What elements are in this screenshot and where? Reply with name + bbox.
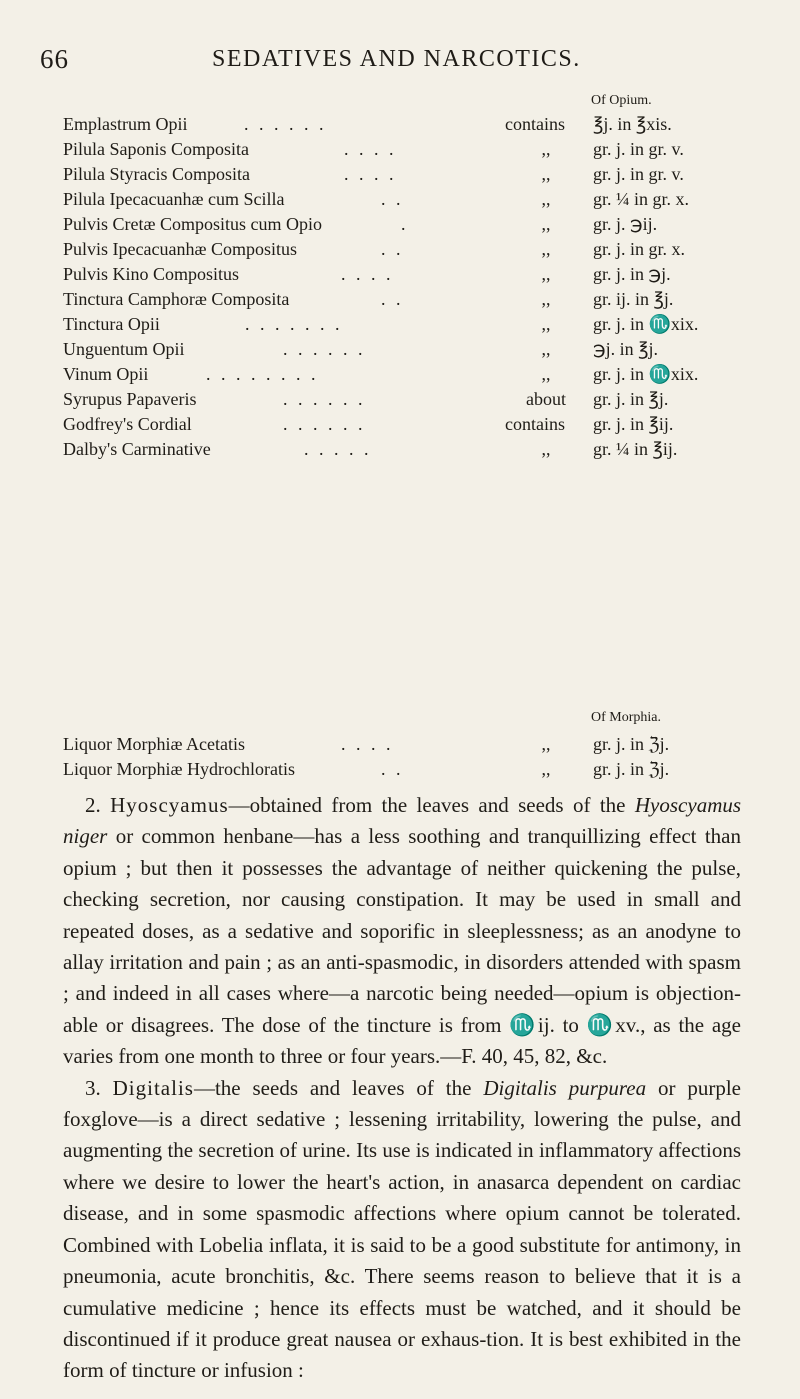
quantity-verb: contains — [505, 414, 565, 434]
leader-dots: . . . . . . . — [245, 314, 343, 334]
quantity-verb: about — [526, 389, 566, 409]
dose-value: gr. j. in ♏xix. — [593, 364, 699, 384]
table-row — [0, 239, 800, 263]
preparation-name: Pilula Saponis Composita — [63, 139, 250, 159]
table-row — [0, 364, 800, 388]
leader-dots: . . . . — [341, 734, 394, 754]
leader-dots: . . — [381, 239, 404, 259]
preparation-name: Godfrey's Cordial — [63, 414, 192, 434]
quantity-verb: ,, — [541, 439, 551, 459]
leader-dots: . . . . . . — [244, 114, 327, 134]
table-row — [0, 214, 800, 238]
preparation-name: Pulvis Ipecacuanhæ Compositus — [63, 239, 297, 259]
quantity-verb: ,, — [541, 759, 551, 779]
quantity-verb: contains — [505, 114, 565, 134]
preparation-name: Unguentum Opii — [63, 339, 185, 359]
dose-value: gr. ij. in ℥j. — [593, 289, 674, 309]
paragraph-text: —the seeds and leaves of the — [193, 1075, 472, 1100]
dose-value: gr. j. in gr. v. — [593, 164, 684, 184]
quantity-verb: ,, — [541, 164, 551, 184]
dose-value: gr. j. in gr. x. — [593, 239, 686, 259]
preparation-name: Pilula Styracis Composita — [63, 164, 250, 184]
dose-value: gr. j. in ℨj. — [593, 759, 670, 779]
paragraph-text: or purple foxglove—is a direct sedative ; lessening irritability, lowering the pulse, and augmenting the secretion of urine. Its use is indicated in inflammatory affections where we desire to lower the heart's action, in anasarca dependent on cardiac disease, and in some spasmodic affections where opium cannot be tolerated. Combined with Lobelia inflata, it is said to be a good substitute for antimony, in pneumonia, acute bronchitis, &c. There seems reason to believe that it is a cumulative medicine ; hence its effects must be watched, and it should be discontinued if it produce great nausea or exhaus-tion. It is best exhibited in the form of tincture or infusion : — [63, 1075, 741, 1383]
preparation-name: Dalby's Carminative — [63, 439, 211, 459]
leader-dots: . . . . — [344, 139, 397, 159]
dose-value: gr. j. in ℨj. — [593, 734, 670, 754]
preparation-name: Liquor Morphiæ Hydrochloratis — [63, 759, 295, 779]
paragraph-hyoscyamus — [63, 790, 741, 1073]
leader-dots: . . — [381, 189, 404, 209]
preparation-name: Tinctura Opii — [63, 314, 160, 334]
table-row — [0, 339, 800, 363]
quantity-verb: ,, — [541, 364, 551, 384]
dose-value: ℥j. in ℥xis. — [593, 114, 672, 134]
dose-value: gr. ¼ in ℥ij. — [593, 439, 678, 459]
item-number: 2. — [85, 793, 101, 817]
quantity-verb: ,, — [541, 139, 551, 159]
morphia-column-caption: Of Morphia. — [591, 710, 661, 725]
paragraph-text: —obtained from the leaves and seeds of the — [228, 793, 626, 817]
leader-dots: . . . . . . . . — [206, 364, 319, 384]
leader-dots: . . . . . . — [283, 389, 366, 409]
drug-heading: Digitalis — [112, 1075, 194, 1100]
body-text — [63, 790, 741, 1387]
paragraph-text: or common henbane—has a less soothing and tranquillizing effect than opium ; but then it possesses the advantage of neither quickening the pulse, checking secretion, nor causing constipation. It may be used in small and repeated doses, as a sedative and soporific in sleeplessness; as an anodyne to allay irritation and pain ; as an anti-spasmodic, in disorders attended with spasm ; and indeed in all cases where—a narcotic being needed—opium is objection-able or disagrees. The dose of the tincture is from ♏ij. to ♏xv., as the age varies from one month to three or four years.—F. 40, 45, 82, &c. — [63, 824, 742, 1069]
leader-dots: . . — [381, 289, 404, 309]
page-number: 66 — [40, 44, 69, 74]
dose-value: gr. j. in ℥ij. — [593, 414, 674, 434]
item-number: 3. — [85, 1075, 101, 1100]
running-title: SEDATIVES AND NARCOTICS. — [212, 46, 581, 72]
quantity-verb: ,, — [541, 264, 551, 284]
dose-value: ℈j. in ℥j. — [593, 339, 658, 359]
dose-value: gr. j. in ℈j. — [593, 264, 671, 284]
table-row — [0, 759, 800, 783]
leader-dots: . . — [381, 759, 404, 779]
leader-dots: . — [401, 214, 409, 234]
preparation-name: Liquor Morphiæ Acetatis — [63, 734, 245, 754]
table-row — [0, 439, 800, 463]
table-row — [0, 734, 800, 758]
opium-column-caption: Of Opium. — [591, 93, 652, 108]
dose-value: gr. j. in ℥j. — [593, 389, 669, 409]
quantity-verb: ,, — [541, 289, 551, 309]
quantity-verb: ,, — [541, 734, 551, 754]
preparation-name: Pilula Ipecacuanhæ cum Scilla — [63, 189, 285, 209]
preparation-name: Syrupus Papaveris — [63, 389, 197, 409]
table-row — [0, 289, 800, 313]
leader-dots: . . . . — [341, 264, 394, 284]
quantity-verb: ,, — [541, 314, 551, 334]
quantity-verb: ,, — [541, 189, 551, 209]
table-row — [0, 314, 800, 338]
preparation-name: Tinctura Camphoræ Composita — [63, 289, 290, 309]
table-row — [0, 414, 800, 438]
preparation-name: Emplastrum Opii — [63, 114, 188, 134]
table-row — [0, 264, 800, 288]
paragraph-digitalis — [63, 1073, 741, 1387]
species-name: Hyoscyamus niger — [63, 793, 742, 849]
table-row — [0, 139, 800, 163]
quantity-verb: ,, — [541, 339, 551, 359]
dose-value: gr. j. ℈ij. — [593, 214, 658, 234]
quantity-verb: ,, — [541, 239, 551, 259]
table-row — [0, 164, 800, 188]
leader-dots: . . . . — [344, 164, 397, 184]
quantity-verb: ,, — [541, 214, 551, 234]
table-row — [0, 114, 800, 138]
preparation-name: Pulvis Cretæ Compositus cum Opio — [63, 214, 323, 234]
drug-heading: Hyoscyamus — [110, 793, 229, 817]
species-name: Digitalis purpurea — [483, 1075, 647, 1100]
table-row — [0, 189, 800, 213]
dose-value: gr. j. in gr. v. — [593, 139, 684, 159]
leader-dots: . . . . . . — [283, 414, 366, 434]
preparation-name: Pulvis Kino Compositus — [63, 264, 240, 284]
dose-value: gr. j. in ♏xix. — [593, 314, 699, 334]
dose-value: gr. ¼ in gr. x. — [593, 189, 690, 209]
leader-dots: . . . . . — [304, 439, 372, 459]
table-row — [0, 389, 800, 413]
preparation-name: Vinum Opii — [63, 364, 149, 384]
page-header — [40, 44, 800, 78]
leader-dots: . . . . . . — [283, 339, 366, 359]
